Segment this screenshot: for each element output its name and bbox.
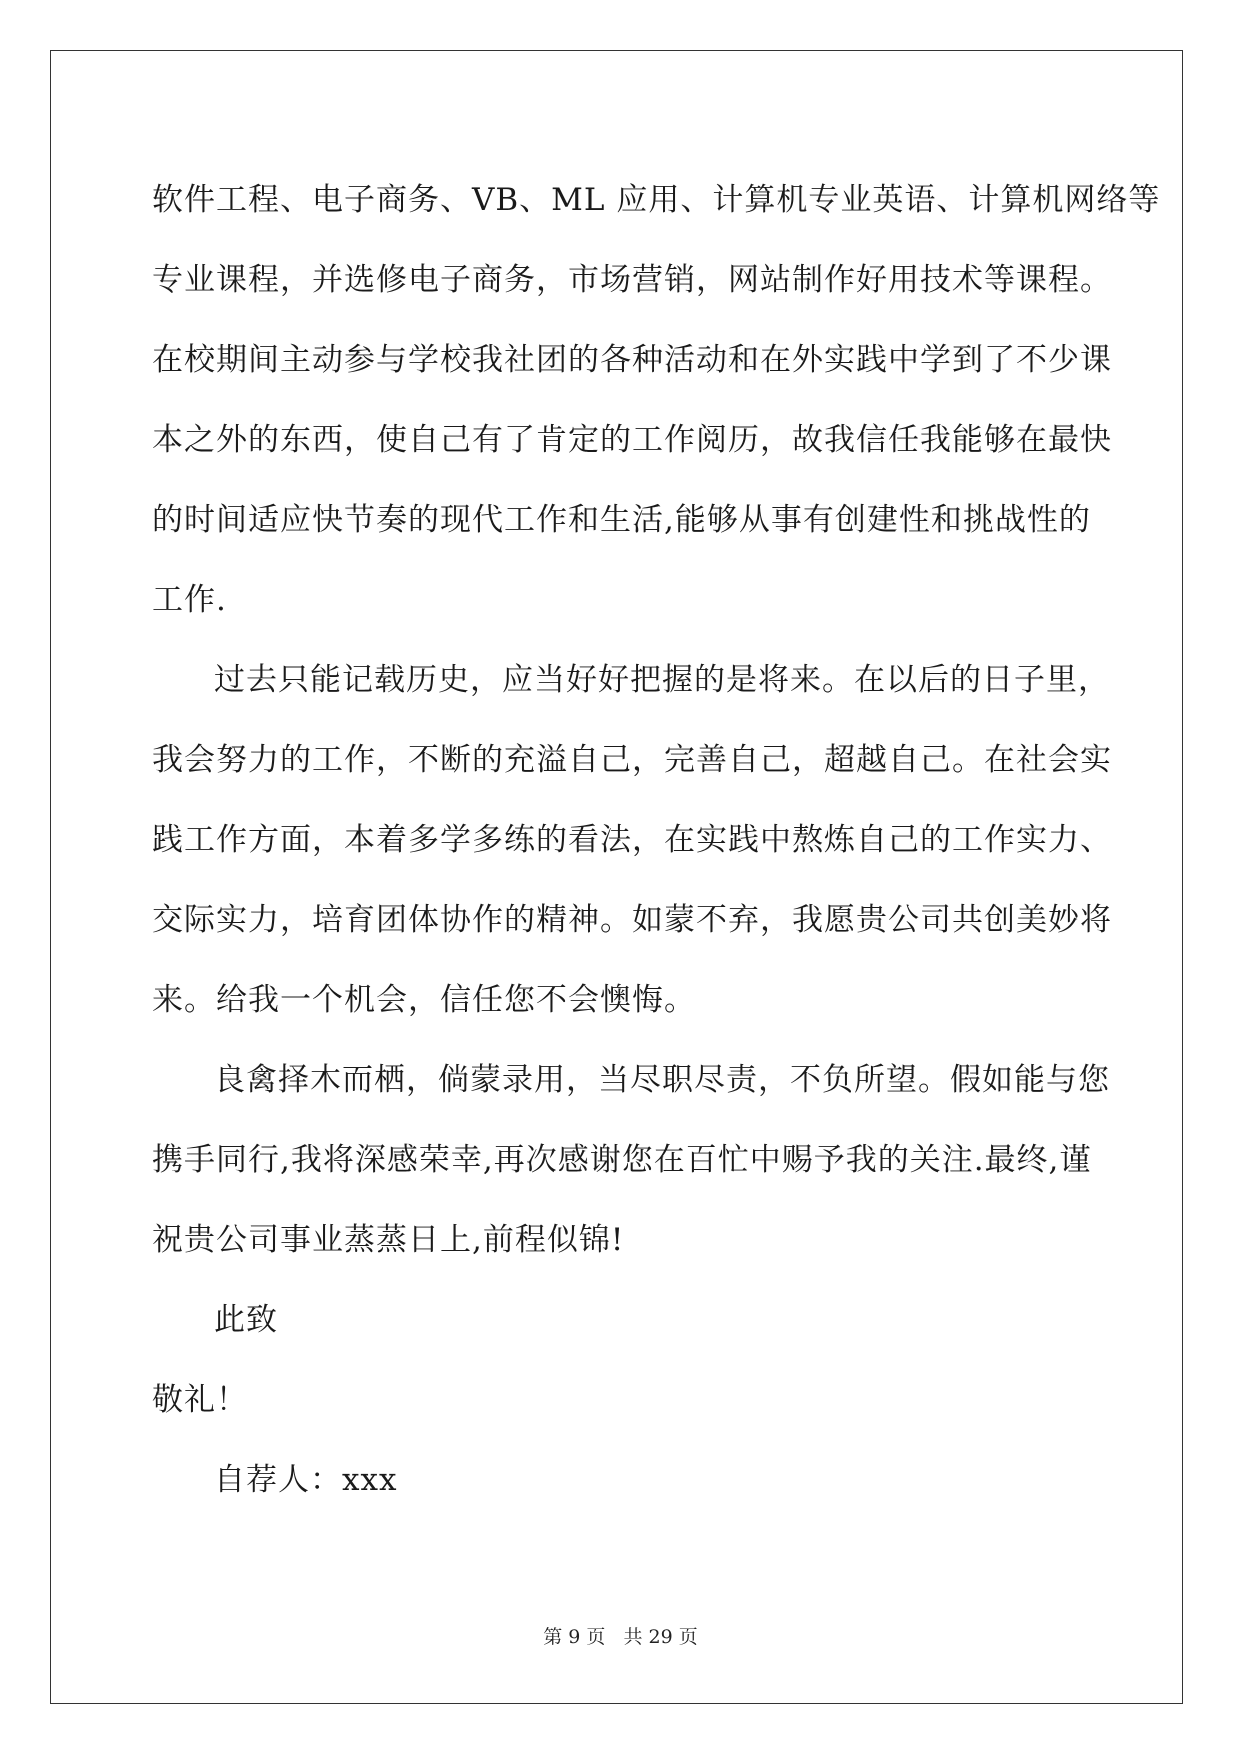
text-line: 祝贵公司事业蒸蒸日上,前程似锦! bbox=[152, 1222, 625, 1258]
current-page-number: 第 9 页 bbox=[543, 1626, 606, 1648]
text-line: 良禽择木而栖，倘蒙录用，当尽职尽责，不负所望。假如能与您 bbox=[214, 1062, 1110, 1098]
closing-phrase: 此致 bbox=[214, 1302, 278, 1338]
salutation: 敬礼！ bbox=[152, 1382, 248, 1418]
text-line: 的时间适应快节奏的现代工作和生活,能够从事有创建性和挑战性的 bbox=[152, 502, 1091, 538]
text-line: 我会努力的工作，不断的充溢自己，完善自己，超越自己。在社会实 bbox=[152, 742, 1112, 778]
text-line: 携手同行,我将深感荣幸,再次感谢您在百忙中赐予我的关注.最终,谨 bbox=[152, 1142, 1092, 1178]
text-line: 来。给我一个机会，信任您不会懊悔。 bbox=[152, 982, 696, 1018]
total-pages: 共 29 页 bbox=[623, 1626, 698, 1648]
signature: 自荐人：xxx bbox=[214, 1462, 398, 1498]
text-line: 践工作方面，本着多学多练的看法，在实践中熬炼自己的工作实力、 bbox=[152, 822, 1112, 858]
text-line: 软件工程、电子商务、VB、ML 应用、计算机专业英语、计算机网络等 bbox=[152, 182, 1161, 218]
letter-body bbox=[152, 160, 1161, 1520]
text-line: 工作. bbox=[152, 582, 227, 618]
paragraph-closing-wish bbox=[152, 1040, 1110, 1280]
text-line: 在校期间主动参与学校我社团的各种活动和在外实践中学到了不少课 bbox=[152, 342, 1112, 378]
text-line: 本之外的东西，使自己有了肯定的工作阅历，故我信任我能够在最快 bbox=[152, 422, 1112, 458]
page-footer bbox=[0, 1622, 1241, 1649]
text-line: 过去只能记载历史，应当好好把握的是将来。在以后的日子里， bbox=[214, 662, 1110, 698]
text-line: 交际实力，培育团体协作的精神。如蒙不弃，我愿贵公司共创美妙将 bbox=[152, 902, 1112, 938]
paragraph-education bbox=[152, 160, 1161, 640]
paragraph-future bbox=[152, 640, 1112, 1040]
text-line: 专业课程，并选修电子商务，市场营销，网站制作好用技术等课程。 bbox=[152, 262, 1112, 298]
